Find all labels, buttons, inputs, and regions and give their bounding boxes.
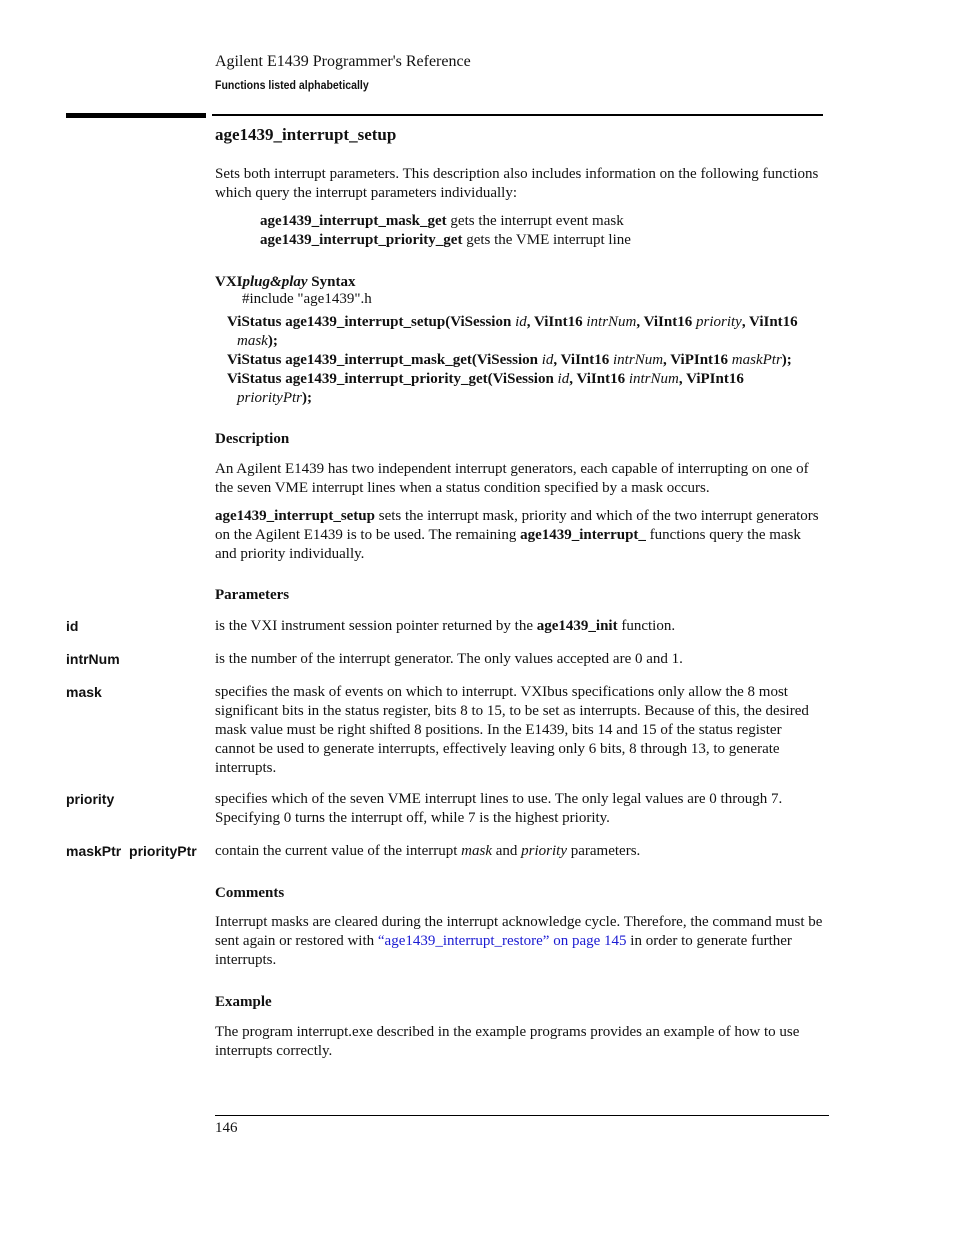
comments-paragraph: Interrupt masks are cleared during the interrupt acknowledge cycle. Therefore, the command must be sent again or restored with “age1439_interrupt_restore” on page 145 in order to generate further interrupts. (215, 914, 823, 968)
example-heading: Example (215, 994, 272, 1010)
description-paragraph-2: age1439_interrupt_setup sets the interrupt mask, priority and which of the two interrupt generators on the Agilent E1439 is to be used. The remaining age1439_interrupt_ functions query the mask and priority individually. (215, 508, 819, 562)
param-term-id: id (66, 618, 79, 634)
header-rule-left (66, 113, 206, 118)
example-paragraph: The program interrupt.exe described in the example programs provides an example of how to use interrupts correctly. (215, 1024, 800, 1059)
param-desc-ptrs: contain the current value of the interrupt mask and priority parameters. (215, 843, 641, 859)
syntax-include: #include "age1439".h (242, 291, 372, 307)
header-rule-right (212, 114, 823, 116)
param-desc-id: is the VXI instrument session pointer returned by the age1439_init function. (215, 618, 676, 634)
signature-interrupt-priority-get: ViStatus age1439_interrupt_priority_get(ViSession id, ViInt16 intrNum, ViPInt16 priorityPtr); (227, 371, 744, 406)
footer-rule (215, 1115, 829, 1116)
description-heading: Description (215, 431, 290, 447)
parameters-heading: Parameters (215, 587, 290, 603)
page-number: 146 (215, 1120, 238, 1136)
param-desc-priority: specifies which of the seven VME interrupt lines to use. The only legal values are 0 through 7. Specifying 0 turns the interrupt off, while 7 is the highest priority. (215, 791, 783, 826)
param-term-mask: mask (66, 684, 102, 700)
description-paragraph-1: An Agilent E1439 has two independent interrupt generators, each capable of interrupting on one of the seven VME interrupt lines when a status condition specified by a mask occurs. (215, 461, 809, 496)
param-desc-intrnum: is the number of the interrupt generator. The only values accepted are 0 and 1. (215, 651, 683, 667)
function-title: age1439_interrupt_setup (215, 125, 397, 144)
param-term-ptrs: maskPtr priorityPtr (66, 843, 197, 859)
signature-interrupt-mask-get: ViStatus age1439_interrupt_mask_get(ViSession id, ViInt16 intrNum, ViPInt16 maskPtr); (227, 352, 792, 368)
param-desc-mask: specifies the mask of events on which to interrupt. VXIbus specifications only allow the 8 most significant bits in the status register, bits 8 to 15, to be set as interrupts. Because of this, the desired mask value must be right shifted 8 positions. In the E1439, bits 14 and 15 of the status register cannot be used to generate interrupts, effectively leaving only 6 bits, 8 through 13, to generate interrupts. (215, 684, 809, 776)
intro-item-priority-get: age1439_interrupt_priority_get gets the VME interrupt line (260, 232, 631, 248)
header-title: Agilent E1439 Programmer's Reference (215, 53, 471, 70)
param-term-priority: priority (66, 791, 115, 807)
intro-item-mask-get: age1439_interrupt_mask_get gets the interrupt event mask (260, 213, 624, 229)
param-term-intrnum: intrNum (66, 651, 120, 667)
comments-heading: Comments (215, 885, 285, 901)
header-subtitle: Functions listed alphabetically (215, 78, 369, 92)
syntax-heading: VXIplug&play Syntax (215, 274, 356, 290)
interrupt-restore-link[interactable]: “age1439_interrupt_restore” on page 145 (377, 933, 627, 949)
signature-interrupt-setup: ViStatus age1439_interrupt_setup(ViSession id, ViInt16 intrNum, ViInt16 priority, ViInt16 mask); (227, 314, 798, 349)
intro-paragraph: Sets both interrupt parameters. This description also includes information on the following functions which query the interrupt parameters individually: (215, 166, 819, 201)
